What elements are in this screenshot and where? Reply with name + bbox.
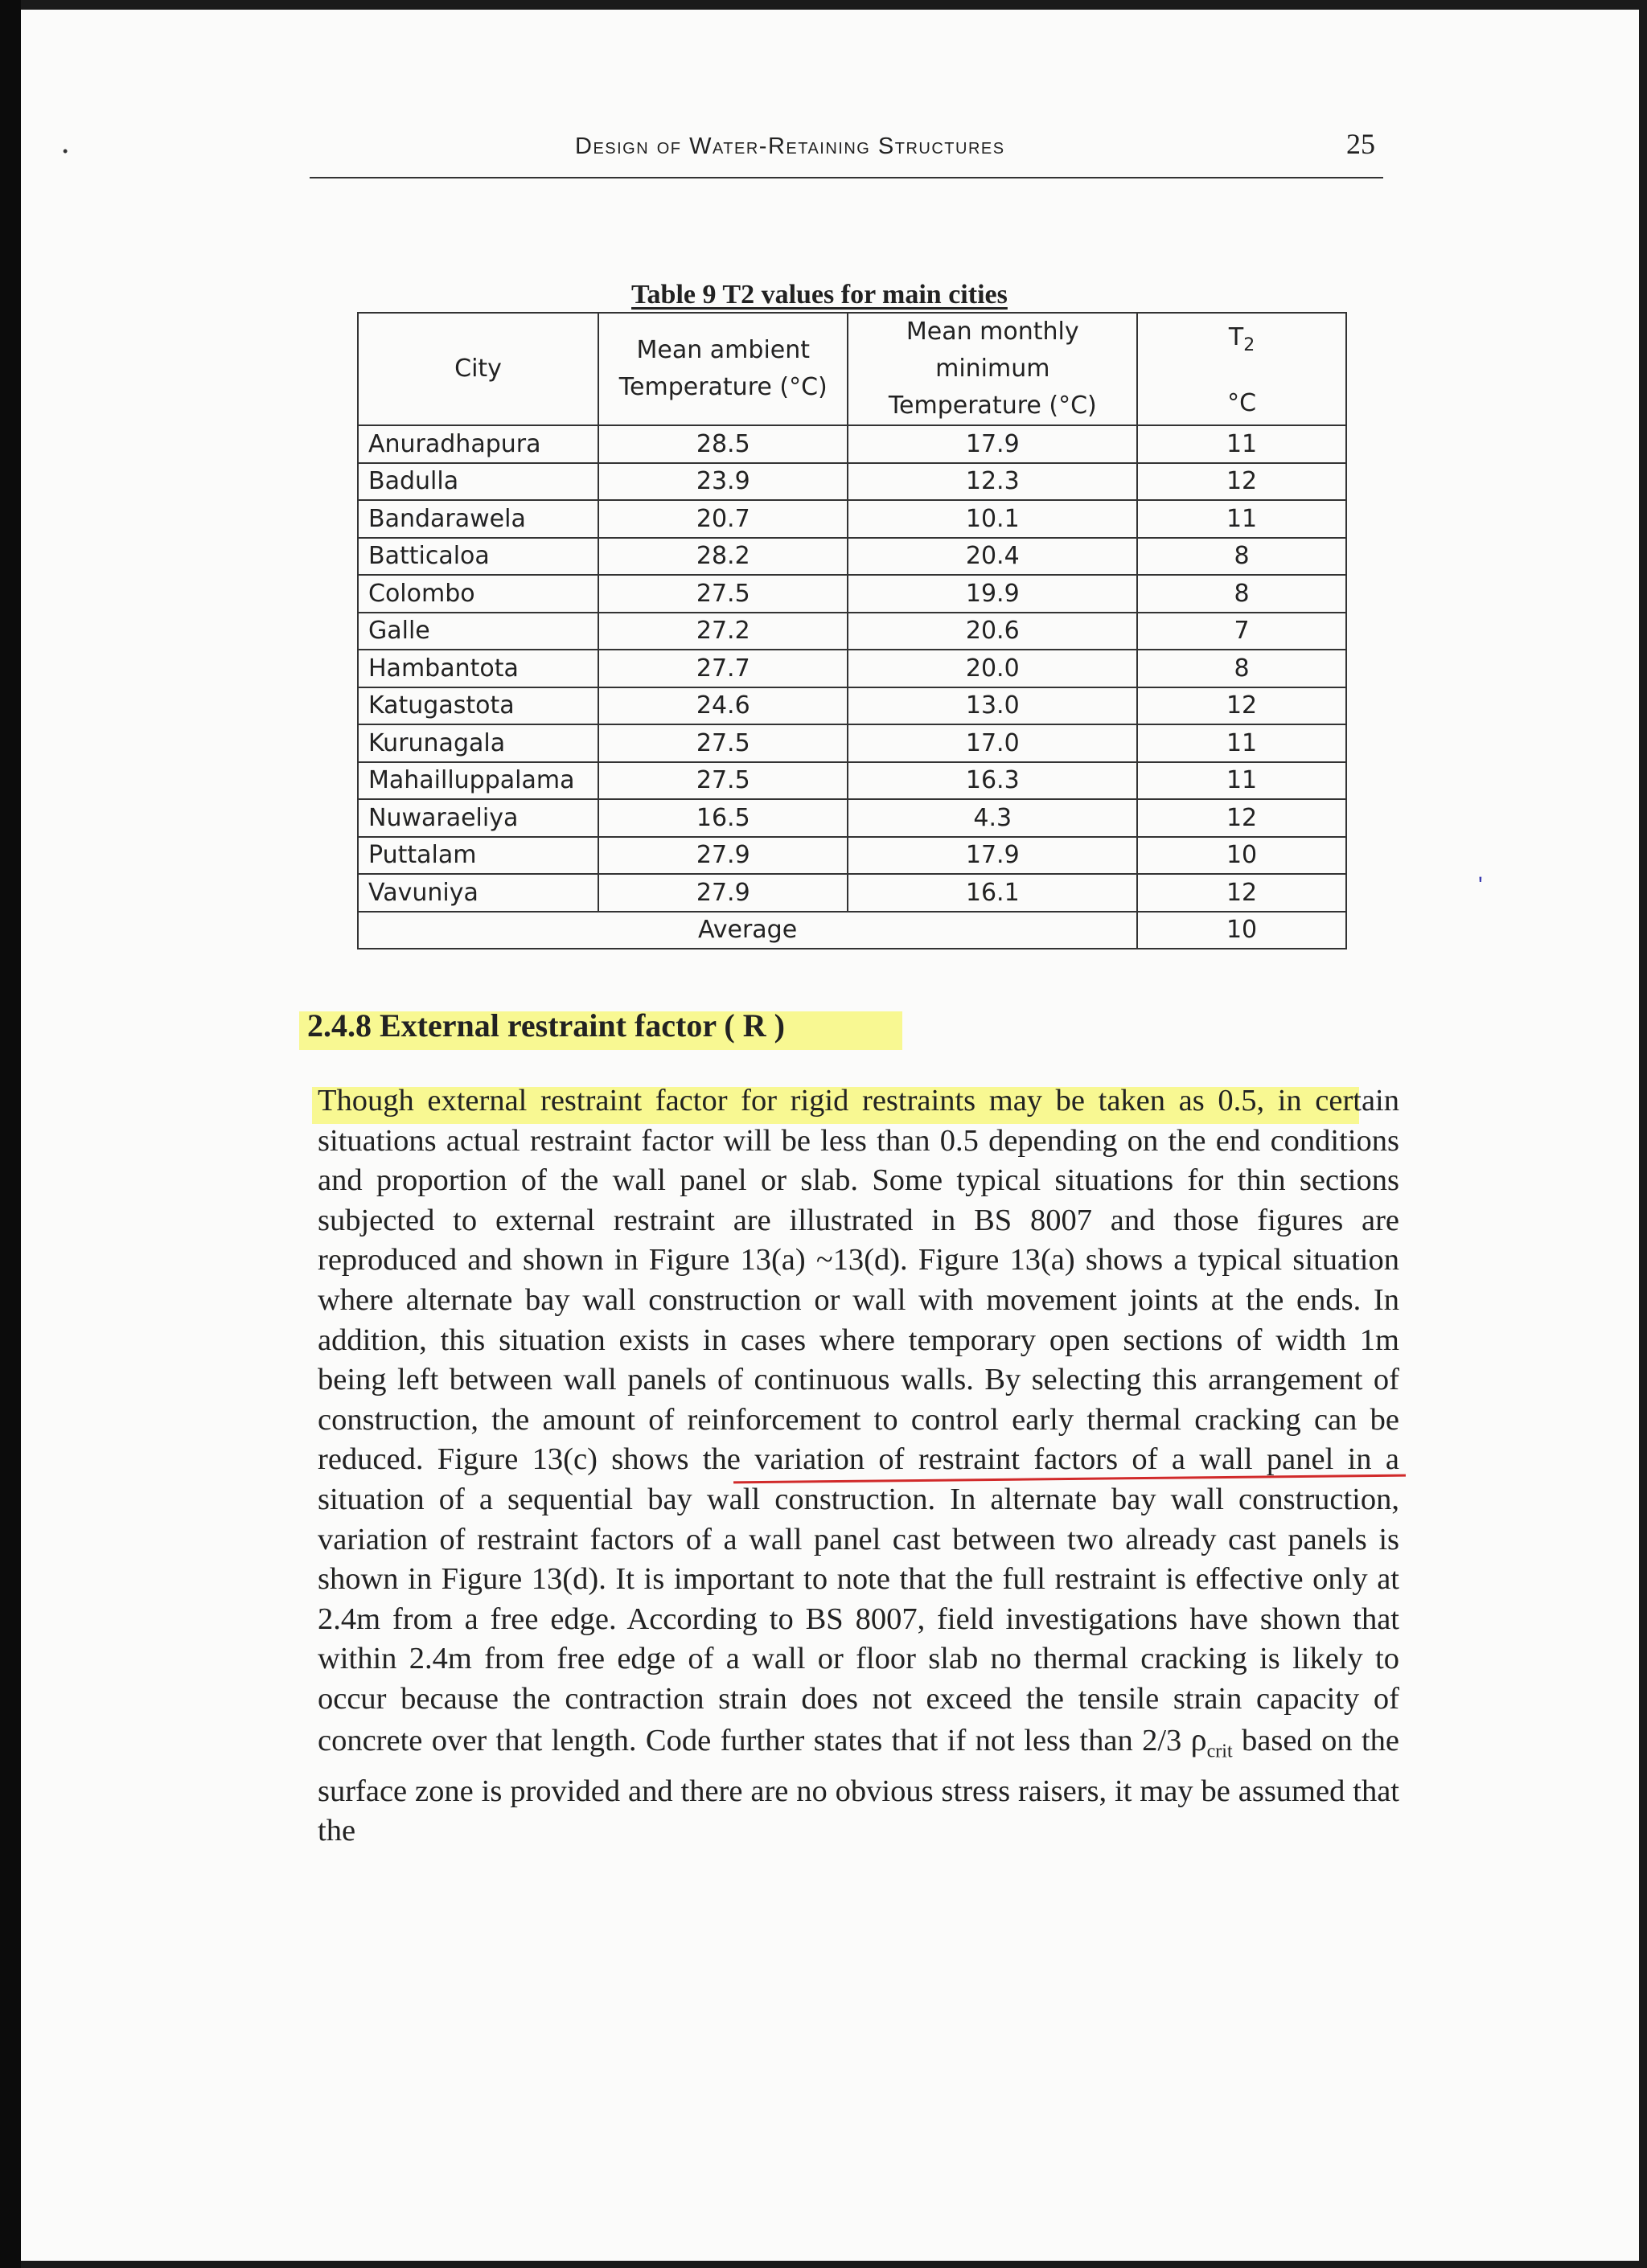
cell-ambient: 27.2 <box>598 613 848 650</box>
table-row <box>358 500 1346 538</box>
cell-minimum: 20.4 <box>848 538 1137 576</box>
cell-ambient: 27.5 <box>598 724 848 762</box>
table-row <box>358 613 1346 650</box>
cell-t2: 7 <box>1137 613 1346 650</box>
cell-minimum: 10.1 <box>848 500 1137 538</box>
body-paragraph <box>318 1081 1399 1852</box>
cell-city: Nuwaraeliya <box>358 799 598 837</box>
cell-city: Vavuniya <box>358 874 598 912</box>
column-header-ambient: Mean ambient Temperature (°C) <box>598 313 848 425</box>
cell-t2: 10 <box>1137 837 1346 875</box>
cell-ambient: 28.5 <box>598 425 848 463</box>
running-header <box>310 121 1383 178</box>
cell-city: Hambantota <box>358 650 598 687</box>
cell-ambient: 27.7 <box>598 650 848 687</box>
table-row <box>358 687 1346 725</box>
cell-city: Galle <box>358 613 598 650</box>
t2-symbol: $T_2$ <box>1228 323 1255 355</box>
cell-t2: 11 <box>1137 762 1346 800</box>
table-row <box>358 874 1346 912</box>
header-title: Design of Water-Retaining Structures <box>575 133 1005 159</box>
pen-mark: ʹ <box>1478 872 1483 899</box>
cell-city: Anuradhapura <box>358 425 598 463</box>
cell-ambient: 16.5 <box>598 799 848 837</box>
column-header-minimum: Mean monthly minimum Temperature (°C) <box>848 313 1137 425</box>
cell-ambient: 27.9 <box>598 874 848 912</box>
table-row <box>358 762 1346 800</box>
cell-minimum: 17.9 <box>848 837 1137 875</box>
cell-minimum: 17.0 <box>848 724 1137 762</box>
cell-t2: 12 <box>1137 799 1346 837</box>
cell-ambient: 23.9 <box>598 463 848 501</box>
table-row <box>358 650 1346 687</box>
column-header-city: City <box>358 313 598 425</box>
cell-city: Katugastota <box>358 687 598 725</box>
table-row <box>358 799 1346 837</box>
scan-edge <box>0 0 21 2268</box>
paragraph-text-end: based on the surface zone is provided and there are no obvious stress raisers, it may be assumed that the <box>318 1723 1399 1848</box>
cell-t2: 11 <box>1137 724 1346 762</box>
cell-city: Kurunagala <box>358 724 598 762</box>
cell-ambient: 24.6 <box>598 687 848 725</box>
cell-t2: 12 <box>1137 463 1346 501</box>
cell-city: Colombo <box>358 575 598 613</box>
cell-city: Badulla <box>358 463 598 501</box>
cell-ambient: 27.5 <box>598 575 848 613</box>
cell-ambient: 27.5 <box>598 762 848 800</box>
cell-minimum: 17.9 <box>848 425 1137 463</box>
column-header-t2 <box>1137 313 1346 425</box>
table-row <box>358 837 1346 875</box>
average-row <box>358 912 1346 949</box>
table-caption: Table 9 T2 values for main cities <box>631 280 1008 310</box>
t2-unit: °C <box>1227 389 1257 417</box>
table-row <box>358 425 1346 463</box>
t2-values-table <box>357 312 1347 949</box>
cell-city: Puttalam <box>358 837 598 875</box>
cell-t2: 8 <box>1137 538 1346 576</box>
average-label: Average <box>358 912 1137 949</box>
cell-minimum: 16.3 <box>848 762 1137 800</box>
cell-minimum: 16.1 <box>848 874 1137 912</box>
cell-city: Batticaloa <box>358 538 598 576</box>
page-number: 25 <box>1346 128 1375 160</box>
cell-minimum: 19.9 <box>848 575 1137 613</box>
table-header-row <box>358 313 1346 425</box>
cell-city: Bandarawela <box>358 500 598 538</box>
cell-ambient: 27.9 <box>598 837 848 875</box>
cell-t2: 11 <box>1137 425 1346 463</box>
table-row <box>358 463 1346 501</box>
scan-speck: • <box>63 143 68 159</box>
cell-minimum: 4.3 <box>848 799 1137 837</box>
average-value: 10 <box>1137 912 1346 949</box>
cell-minimum: 12.3 <box>848 463 1137 501</box>
cell-t2: 8 <box>1137 575 1346 613</box>
table-row <box>358 538 1346 576</box>
section-heading: 2.4.8 External restraint factor ( R ) <box>307 1007 785 1044</box>
cell-t2: 12 <box>1137 874 1346 912</box>
cell-city: Mahailluppalama <box>358 762 598 800</box>
cell-t2: 12 <box>1137 687 1346 725</box>
table-body <box>358 425 1346 912</box>
cell-minimum: 13.0 <box>848 687 1137 725</box>
cell-ambient: 20.7 <box>598 500 848 538</box>
paragraph-text: Though external restraint factor for rigid restraints may be taken as 0.5, in certain situations actual restraint factor will be less than 0.5 depending on the end conditions and proportion of the wall panel or slab. Some typical situations for thin sections subjected to external restraint are illustrated in BS 8007 and those figures are reproduced and shown in Figure 13(a) ~13(d). Figure 13(a) shows a typical situation where alternate bay wall construction or wall with movement joints at the ends. In addition, this situation exists in cases where temporary open sections of width 1m being left between wall panels of continuous walls. By selecting this arrangement of construction, the amount of reinforcement to control early thermal cracking can be reduced. Figure 13(c) shows the variation of restraint factors of a wall panel in a situation of a sequential bay wall construction. In alternate bay wall construction, variation of restraint factors of a wall panel cast between two already cast panels is shown in Figure 13(d). It is important to note that the full restraint is effective only at 2.4m from a free edge. According to BS 8007, field investigations have shown that within 2.4m from free edge of a wall or floor slab no thermal cracking is likely to occur because the contraction strain does not exceed the tensile strain capacity of concrete over that length. Code further states that if not less than 2/3 <box>318 1084 1399 1757</box>
cell-minimum: 20.6 <box>848 613 1137 650</box>
table-row <box>358 724 1346 762</box>
cell-minimum: 20.0 <box>848 650 1137 687</box>
rho-subscript: crit <box>1206 1741 1233 1762</box>
rho-symbol: ρ <box>1190 1720 1207 1757</box>
table-row <box>358 575 1346 613</box>
cell-ambient: 28.2 <box>598 538 848 576</box>
cell-t2: 8 <box>1137 650 1346 687</box>
cell-t2: 11 <box>1137 500 1346 538</box>
